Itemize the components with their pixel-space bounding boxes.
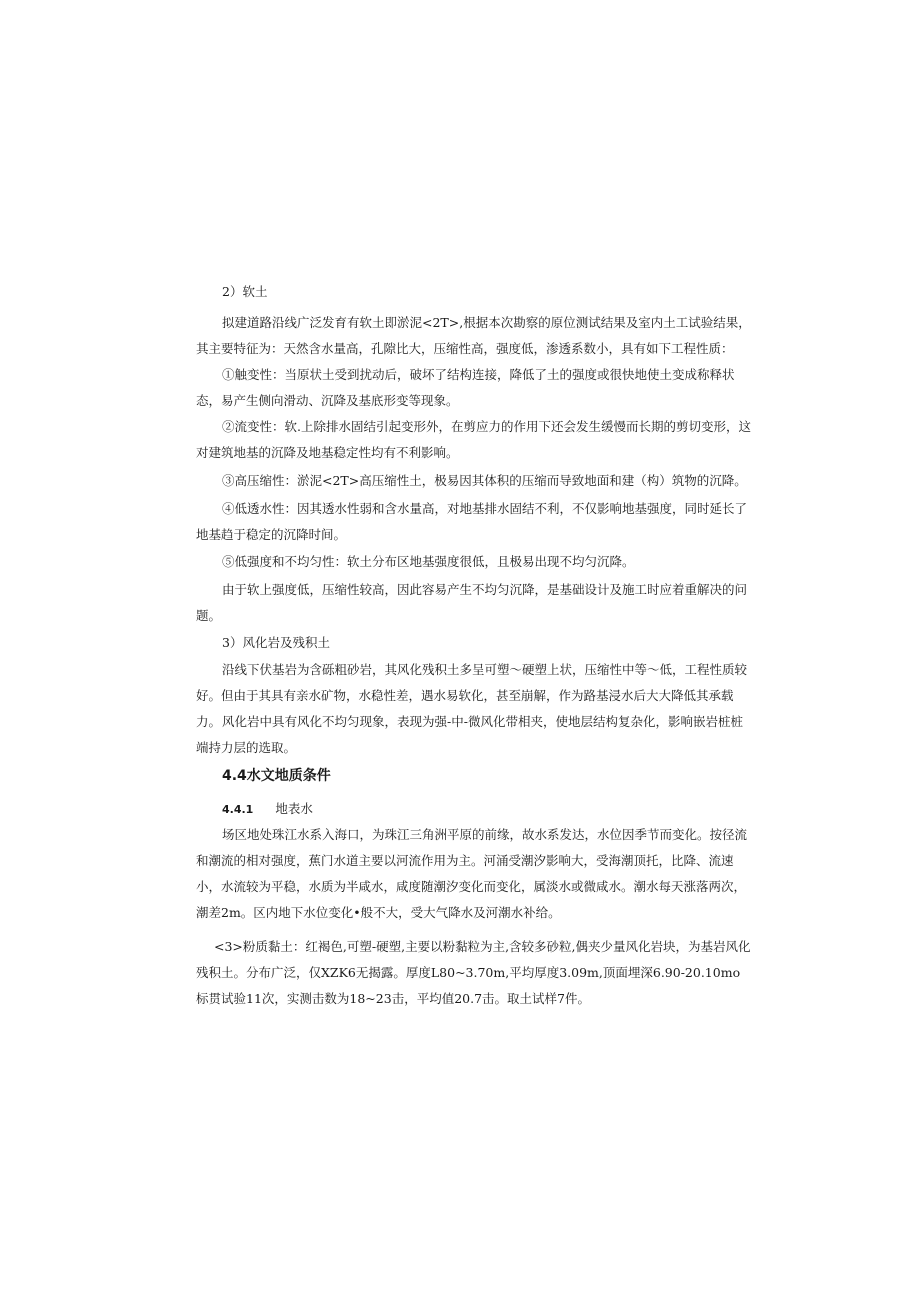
paragraph-thixotropy: ①触变性：当原状土受到扰动后，破坏了结构连接，降低了土的强度或很快地使土变成称释状态，易产生侧向滑动、沉降及基底形变等现象。 xyxy=(196,367,735,408)
section-heading-weathered: 3）风化岩及残积土 xyxy=(222,635,330,650)
paragraph-low-strength: ⑤低强度和不均匀性：软土分布区地基强度很低，且极易出现不均匀沉降。 xyxy=(222,554,635,569)
paragraph-silty-clay: <3>粉质黏土：红褐色,可塑-硬塑,主要以粉黏粒为主,含较多砂粒,偶夹少量风化岩块，为基岩风化残积土。分布广泛，仅XZK6无揭露。厚度L80~3.70m,平均厚度3.09m,顶面埋深6.90-20.10mo标贯试验11次，实测击数为18~23击，平均值20.7击。取土试样7件。 xyxy=(196,939,751,1006)
section-heading-hydrogeology: 4.4水文地质条件 xyxy=(222,768,331,784)
subsection-heading-surface-water xyxy=(222,799,313,820)
subsection-title: 地表水 xyxy=(275,801,313,816)
paragraph-weathered-2: 风化岩中具有风化不均匀现象，表现为强-中-微风化带相夹，使地层结构复杂化，影响嵌岩桩桩端持力层的选取。 xyxy=(196,714,743,755)
paragraph-soft-soil-conclusion: 由于软上强度低，压缩性较高，因此容易产生不均匀沉降，是基础设计及施工时应着重解决的问题。 xyxy=(196,582,748,623)
paragraph-soft-soil-intro: 拟建道路沿线广泛发育有软土即淤泥<2T>,根据本次勘察的原位测试结果及室内土工试验结果，其主要特征为：天然含水量高，孔隙比大，压缩性高，强度低，渗透系数小，具有如下工程性质： xyxy=(196,315,751,356)
paragraph-high-compressibility: ③高压缩性：淤泥<2T>高压缩性土，极易因其体积的压缩而导致地面和建（构）筑物的沉降。 xyxy=(222,473,747,488)
paragraph-rheology: ②流变性：软.上除排水固结引起变形外，在剪应力的作用下还会发生缓慢而长期的剪切变形，这对建筑地基的沉降及地基稳定性均有不利影响。 xyxy=(196,419,751,460)
section-heading-soft-soil: 2）软土 xyxy=(222,284,268,299)
paragraph-surface-water: 场区地处珠江水系入海口，为珠江三角洲平原的前缘，故水系发达，水位因季节而变化。按径流和潮流的相对强度，蕉门水道主要以河流作用为主。河涌受潮汐影响大，受海潮顶托，比降、流速小，水流较为平稳，水质为半咸水，咸度随潮汐变化而变化，属淡水或微咸水。潮水每天涨落两次，潮差2m。区内地下水位变化•般不大，受大气降水及河潮水补给。 xyxy=(196,827,748,920)
subsection-number: 4.4.1 xyxy=(222,803,254,816)
paragraph-weathered-1: 沿线下伏基岩为含砾粗砂岩，其风化残积土多呈可塑～硬塑上状，压缩性中等～低，工程性质较好。但由于其具有亲水矿物，水稳性差，遇水易软化，甚至崩解，作为路基浸水后大大降低其承载力。 xyxy=(196,662,748,729)
paragraph-low-permeability: ④低透水性：因其透水性弱和含水量高，对地基排水固结不利，不仅影响地基强度，同时延长了地基趋于稳定的沉降时间。 xyxy=(196,501,748,542)
